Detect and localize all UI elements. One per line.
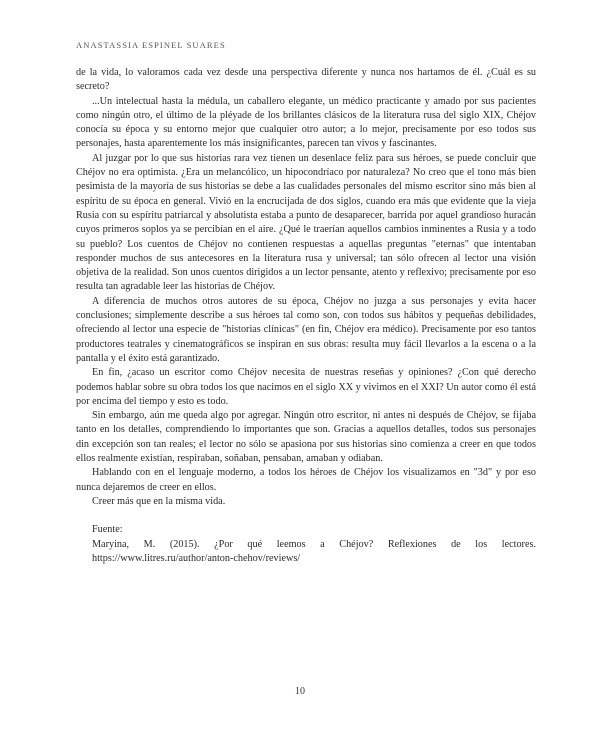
paragraph-4: A diferencia de muchos otros autores de su época, Chéjov no juzga a sus personajes y evita hacer conclusiones; simplemente describe a sus héroes tal como son, con todos sus hábitos y pequeñas debilidades, ofreciendo al lector una especie de "historias clínicas" (en fin, Chéjov era médico). Precisamente por eso tantos productores teatrales y cinematográficos se inspiran en sus obras: resulta muy fácil llevarlos a la escena o a la pantalla y el éxito está garantizado. bbox=[76, 295, 536, 364]
source-reference: Maryina, M. (2015). ¿Por qué leemos a Chéjov? Reflexiones de los lectores. https://www.litres.ru/author/anton-chehov/reviews/ bbox=[92, 538, 536, 564]
body-text bbox=[76, 66, 536, 566]
paragraph-3: Al juzgar por lo que sus historias rara vez tienen un desenlace feliz para sus héroes, se puede concluir que Chéjov no era optimista. ¿Era un melancólico, un hipocondríaco por naturaleza? No creo que el tono más bien pesimista de la mayoría de sus historias se debe a las cualidades personales del mismo escritor sino más bien al espíritu de su época en general. Vivió en la encrucijada de dos siglos, cuando era más que evidente que la vieja Rusia con su espíritu patriarcal y absolutista estaba a punto de desaparecer, barrida por aquel grandioso huracán cuyos primeros soplos ya se percibían en el aire. ¿Qué le traerían aquellos cambios inminentes a Rusia y a todo su pueblo? Los cuentos de Chéjov no contienen respuestas a aquellas preguntas "eternas" que intentaban responder muchos de sus antecesores en la literatura rusa y universal; tan sólo ofrecen al lector una visión objetiva de la realidad. Son unos cuentos dirigidos a un lector pensante, atento y reflexivo; precisamente por eso resulta tan agradable leer las historias de Chéjov. bbox=[76, 152, 536, 293]
paragraph-8: Creer más que en la misma vida. bbox=[92, 495, 226, 507]
paragraph-6: Sin embargo, aún me queda algo por agregar. Ningún otro escritor, ni antes ni después de Chéjov, se fijaba tanto en los detalles, comprendiendo lo importantes que son. Gracias a aquellos detalles, todos sus personajes din excepción son tan reales; el lector no sólo se apasiona por sus historias sino comienza a creer en que todos ellos realmente existían, respiraban, soñaban, pensaban, amaban y odiaban. bbox=[76, 410, 536, 465]
paragraph-1: de la vida, lo valoramos cada vez desde una perspectiva diferente y nunca nos hartamos de él. ¿Cuál es su secreto? bbox=[76, 67, 536, 93]
source-label: Fuente: bbox=[92, 524, 123, 536]
paragraph-2: ...Un intelectual hasta la médula, un caballero elegante, un médico practicante y amado por sus pacientes como ningún otro, el último de la pléyade de los brillantes clásicos de la literatura rusa del siglo XIX, Chéjov conocía su época y su entorno mejor que cualquier otro autor; a lo mejor, precisamente por eso todos sus personajes, hasta aparentemente los más insignificantes, parecen tan vivos y fascinantes. bbox=[76, 95, 536, 150]
page-number: 10 bbox=[295, 686, 305, 697]
running-head-author: ANASTASSIA ESPINEL SUARES bbox=[76, 40, 226, 50]
paragraph-5: En fin, ¿acaso un escritor como Chéjov necesita de nuestras reseñas y opiniones? ¿Con qué derecho podemos hablar sobre su obra todos los que nacimos en el siglo XX y vivimos en el XXI? Un autor como él está por encima del tiempo y esto es todo. bbox=[76, 367, 536, 407]
paragraph-7: Hablando con en el lenguaje moderno, a todos los héroes de Chéjov los visualizamos en "3d" y por eso nunca dejaremos de creer en ellos. bbox=[76, 467, 536, 493]
